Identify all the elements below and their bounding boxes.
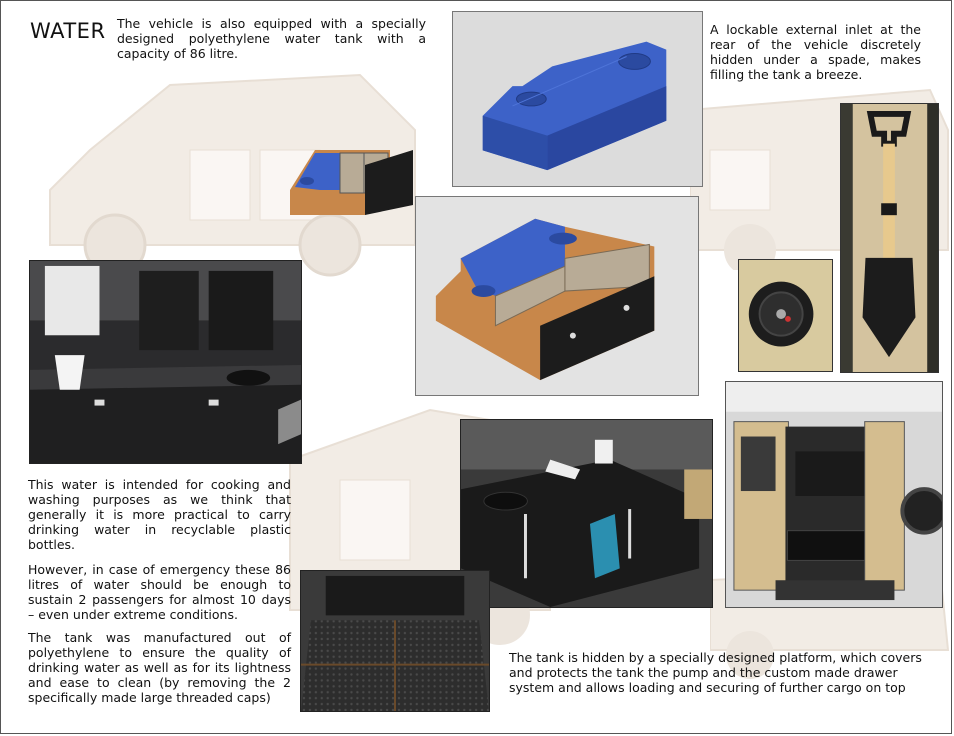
rear-doors-photo	[725, 381, 943, 608]
emergency-text: However, in case of emergency these 86 litres of water should be enough to sustain 2 passengers for almost 10 days – even under extreme conditions.	[28, 562, 291, 622]
platform-caption: The tank is hidden by a specially designed platform, which covers and protects the tank the pump and the custom made drawer system and allows loading and securing of further cargo on top	[509, 650, 922, 695]
tank-in-vehicle-render	[285, 145, 415, 220]
floor-mat-photo	[300, 570, 490, 712]
purpose-text: This water is intended for cooking and washing purposes as we think that generally it is more practical to carry drinking water in recyclable plastic bottles.	[28, 477, 291, 552]
intro-text: The vehicle is also equipped with a specially designed polyethylene water tank with a capacity of 86 litre.	[117, 16, 426, 61]
page-title: WATER	[30, 19, 106, 43]
tank-drawer-render	[415, 196, 699, 396]
inlet-caption: A lockable external inlet at the rear of the vehicle discretely hidden under a spade, makes filling the tank a breeze.	[710, 22, 921, 82]
material-text: The tank was manufactured out of polyethylene to ensure the quality of drinking water as well as for its lightness and ease to clean (by removing the 2 specifically made large threaded caps)	[28, 630, 291, 705]
blue-tank-render	[452, 11, 703, 187]
cargo-platform-photo	[29, 260, 302, 464]
pump-install-photo	[460, 419, 713, 608]
spade-photo	[840, 103, 939, 373]
inlet-cap-photo	[738, 259, 833, 372]
